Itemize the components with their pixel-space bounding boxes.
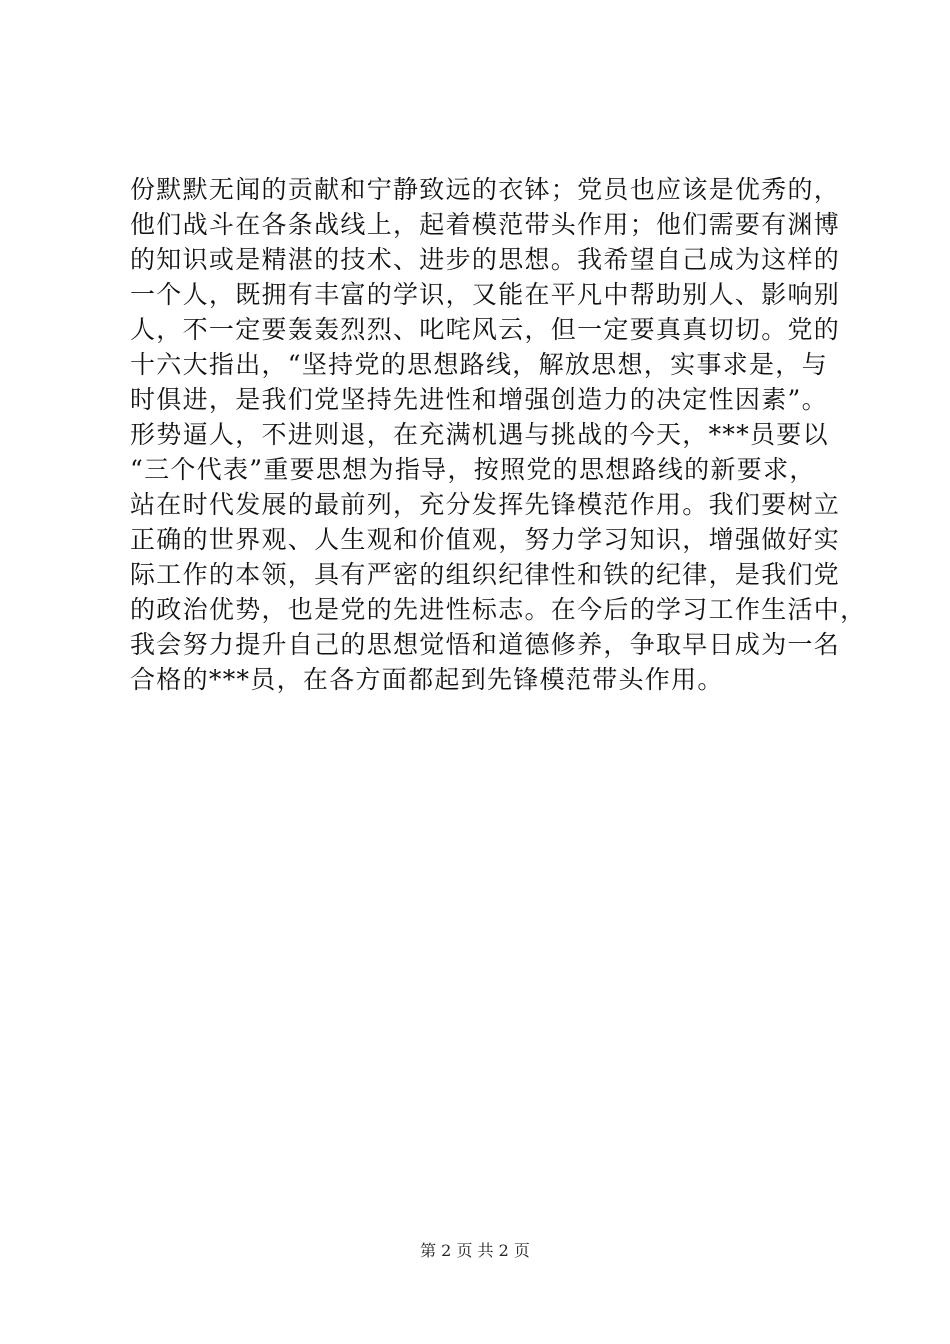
text-line: 人，不一定要轰轰烈烈、叱咤风云，但一定要真真切切。党的 (130, 315, 841, 344)
text-line: 他们战斗在各条战线上，起着模范带头作用；他们需要有渊博 (130, 210, 841, 239)
text-line: 时俱进，是我们党坚持先进性和增强创造力的决定性因素”。 (130, 385, 828, 414)
text-line: 站在时代发展的最前列，充分发挥先锋模范作用。我们要树立 (130, 490, 841, 519)
text-line: 的知识或是精湛的技术、进步的思想。我希望自己成为这样的 (130, 245, 841, 274)
text-line: “三个代表”重要思想为指导，按照党的思想路线的新要求， (130, 455, 816, 484)
text-line: 份默默无闻的贡献和宁静致远的衣钵；党员也应该是优秀的， (130, 175, 841, 204)
text-line: 一个人，既拥有丰富的学识，又能在平凡中帮助别人、影响别 (130, 280, 841, 309)
text-line: 合格的***员，在各方面都起到先锋模范带头作用。 (130, 665, 724, 694)
text-line: 我会努力提升自己的思想觉悟和道德修养，争取早日成为一名 (130, 630, 841, 659)
body-paragraph (130, 172, 867, 697)
text-line: 正确的世界观、人生观和价值观，努力学习知识，增强做好实 (130, 525, 841, 554)
text-line: 形势逼人，不进则退，在充满机遇与挑战的今天，***员要以 (130, 420, 829, 449)
text-line: 际工作的本领，具有严密的组织纪律性和铁的纪律，是我们党 (130, 560, 841, 589)
text-line: 十六大指出，“坚持党的思想路线，解放思想，实事求是，与 (130, 350, 828, 379)
page-number-footer: 第 2 页 共 2 页 (420, 1241, 530, 1260)
text-line: 的政治优势，也是党的先进性标志。在今后的学习工作生活中， (130, 595, 867, 624)
